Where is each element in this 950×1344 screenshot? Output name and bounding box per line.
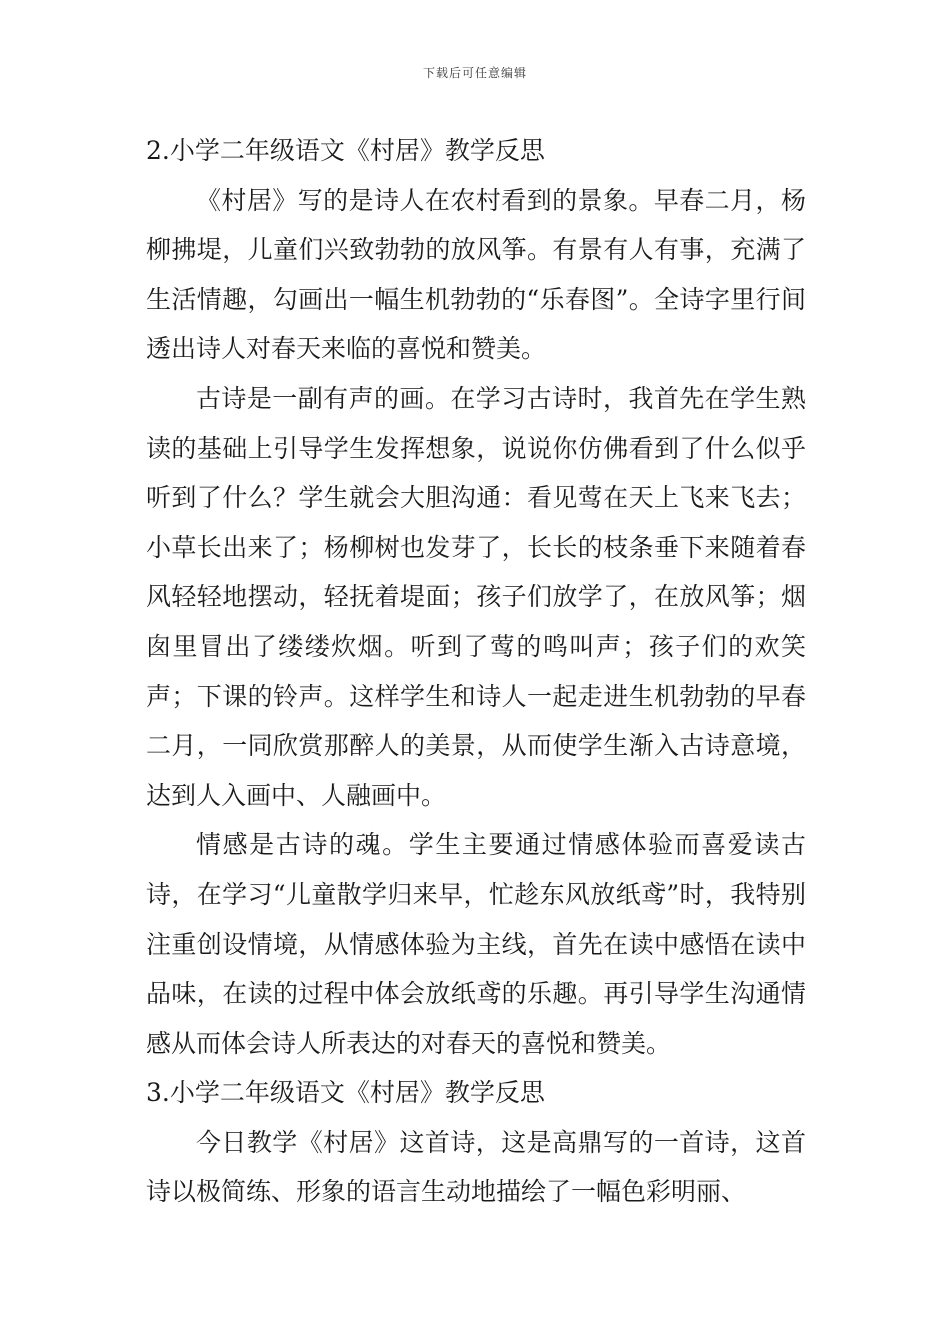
document-body [146,126,806,1217]
section-3 [146,1068,806,1217]
paragraph: 情感是古诗的魂。学生主要通过情感体验而喜爱读古诗，在学习“儿童散学归来早，忙趁东风放纸鸢”时，我特别注重创设情境，从情感体验为主线，首先在读中感悟在读中品味，在读的过程中体会放纸鸢的乐趣。再引导学生沟通情感从而体会诗人所表达的对春天的喜悦和赞美。 [146,830,806,1058]
section-heading: 3.小学二年级语文《村居》教学反思 [146,1078,545,1108]
paragraph: 《村居》写的是诗人在农村看到的景象。早春二月，杨柳拂堤，儿童们兴致勃勃的放风筝。有景有人有事，充满了生活情趣，勾画出一幅生机勃勃的“乐春图”。全诗字里行间透出诗人对春天来临的喜悦和赞美。 [146,185,806,364]
section-2 [146,126,806,1068]
paragraph: 今日教学《村居》这首诗，这是高鼎写的一首诗，这首诗以极简练、形象的语言生动地描绘了一幅色彩明丽、 [146,1127,806,1207]
page-header-note: 下载后可任意编辑 [422,66,527,80]
paragraph: 古诗是一副有声的画。在学习古诗时，我首先在学生熟读的基础上引导学生发挥想象，说说你仿佛看到了什么似乎听到了什么？学生就会大胆沟通：看见莺在天上飞来飞去；小草长出来了；杨柳树也发芽了，长长的枝条垂下来随着春风轻轻地摆动，轻抚着堤面；孩子们放学了，在放风筝；烟囱里冒出了缕缕炊烟。听到了莺的鸣叫声；孩子们的欢笑声；下课的铃声。这样学生和诗人一起走进生机勃勃的早春二月，一同欣赏那醉人的美景，从而使学生渐入古诗意境，达到人入画中、人融画中。 [146,383,806,810]
section-heading: 2.小学二年级语文《村居》教学反思 [146,136,545,165]
